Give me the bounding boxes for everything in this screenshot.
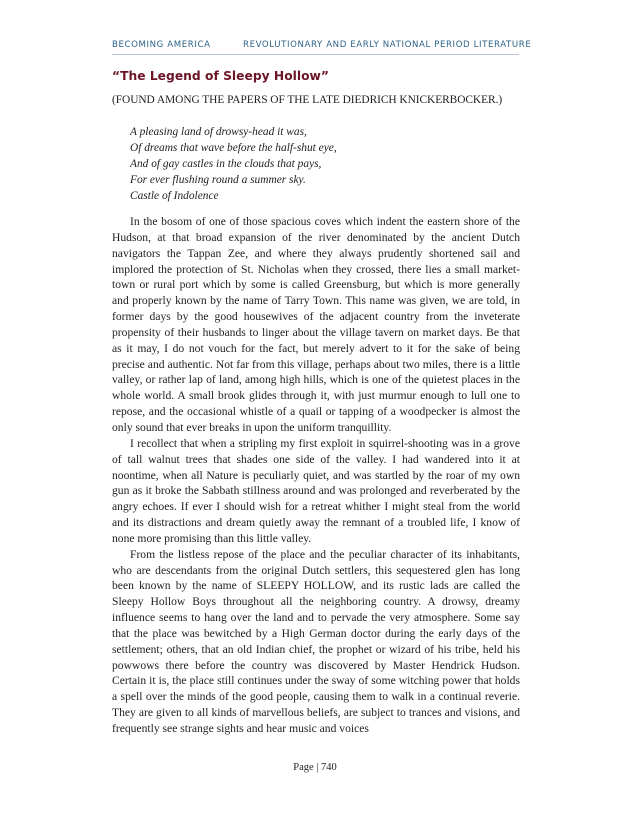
paragraph: In the bosom of one of those spacious coves which indent the eastern shore of the Hudson, at that broad expansion of the river denominated by the ancient Dutch navigators the Tappan Zee, and where they always prudently shortened sail and implored the protection of St. Nicholas when they crossed, there lies a small market-town or rural port which by some is called Greensburg, but which is more generally and properly known by the name of Tarry Town. This name was given, we are told, in former days by the good housewives of the adjacent country from the inveterate propensity of their husbands to linger about the village tavern on market days. Be that as it may, I do not vouch for the fact, but merely advert to it for the sake of being precise and authentic. Not far from this village, perhaps about two miles, there is a little valley, or rather lap of land, among high hills, which is one of the quietest places in the whole world. A small brook glides through it, with just murmur enough to lull one to repose, and the occasional whistle of a quail or tapping of a woodpecker is almost the only sound that ever breaks in upon the uniform tranquillity. [112,215,520,434]
epigraph-line: Of dreams that wave before the half-shut eye, [130,141,337,154]
epigraph [130,125,337,205]
story-subtitle: (FOUND AMONG THE PAPERS OF THE LATE DIEDRICH KNICKERBOCKER.) [112,94,503,106]
epigraph-line: For ever flushing round a summer sky. [130,173,306,186]
header-rule [112,54,519,55]
epigraph-source: Castle of Indolence [130,189,219,202]
paragraph: I recollect that when a stripling my first exploit in squirrel-shooting was in a grove of tall walnut trees that shades one side of the valley. I had wandered into it at noontime, when all Nature is peculiarly quiet, and was startled by the roar of my own gun as it broke the Sabbath stillness around and was prolonged and reverberated by the angry echoes. If ever I should wish for a retreat whither I might steal from the world and its distractions and dream quietly away the remnant of a troubled life, I know of none more promising than this little valley. [112,436,520,545]
paragraph: From the listless repose of the place and the peculiar character of its inhabitants, who are descendants from the original Dutch settlers, this sequestered glen has long been known by the name of SLEEPY HOLLOW, and its rustic lads are called the Sleepy Hollow Boys throughout all the neighboring country. A drowsy, dreamy influence seems to hang over the land and to pervade the very atmosphere. Some say that the place was bewitched by a High German doctor during the early days of the settlement; others, that an old Indian chief, the prophet or wizard of his tribe, held his powwows there before the country was discovered by Master Hendrick Hudson. Certain it is, the place still continues under the sway of some witching power that holds a spell over the minds of the good people, causing them to walk in a continual reverie. They are given to all kinds of marvellous beliefs, are subject to trances and visions, and frequently see strange sights and hear music and voices [112,547,520,735]
page-number: Page | 740 [293,762,337,773]
body-text [112,214,520,737]
header-section-title: REVOLUTIONARY AND EARLY NATIONAL PERIOD LITERATURE [243,40,532,50]
story-title: “The Legend of Sleepy Hollow” [112,69,329,83]
header-book-title: BECOMING AMERICA [112,40,211,50]
epigraph-line: And of gay castles in the clouds that pays, [130,157,322,170]
epigraph-line: A pleasing land of drowsy-head it was, [130,126,307,138]
